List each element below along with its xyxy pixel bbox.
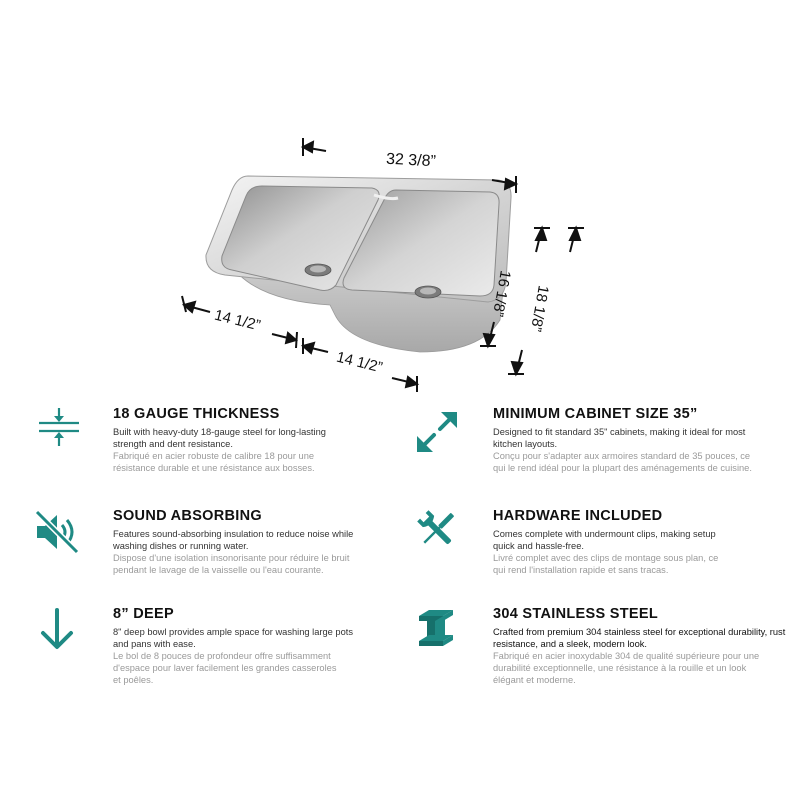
- feature-description-en: 8" deep bowl provides ample space for washing large pots and pans with ease.: [113, 627, 353, 649]
- feature-8-deep: [113, 606, 443, 686]
- right-drain: [415, 286, 441, 298]
- feature-description-fr: Dispose d'une isolation insonorisante pour réduire le bruit pendant le lavage de la vaisselle ou l'eau courante.: [113, 553, 350, 575]
- left-bowl-width-label: 14 1/2”: [212, 306, 263, 335]
- feature-title: MINIMUM CABINET SIZE 35”: [493, 406, 698, 422]
- feature-title: 8” DEEP: [113, 606, 174, 622]
- feature-description-fr: Fabriqué en acier inoxydable 304 de qualité supérieure pour une durabilité exceptionnelle, une résistance à la rouille et un look élégant et moderne.: [493, 651, 760, 685]
- feature-description-fr: Conçu pour s'adapter aux armoires standard de 35 pouces, ce qui le rend idéal pour la plupart des aménagements de cuisine.: [493, 451, 752, 473]
- feature-sound-absorbing: [113, 508, 443, 576]
- left-drain: [305, 264, 331, 276]
- feature-title: HARDWARE INCLUDED: [493, 508, 663, 524]
- expand-arrows-icon: [413, 408, 461, 456]
- feature-cabinet-size: [493, 406, 800, 474]
- feature-title: 304 STAINLESS STEEL: [493, 606, 658, 622]
- tools-icon: [413, 506, 461, 554]
- feature-description-en: Features sound-absorbing insulation to reduce noise while washing dishes or running water.: [113, 529, 354, 551]
- feature-gauge-thickness: [113, 406, 443, 474]
- feature-title: SOUND ABSORBING: [113, 508, 262, 524]
- feature-description-fr: Livré complet avec des clips de montage sous plan, ce qui rend l'installation rapide et sans tracas.: [493, 553, 719, 575]
- feature-description-en: Designed to fit standard 35" cabinets, making it ideal for most kitchen layouts.: [493, 427, 746, 449]
- feature-stainless-steel: [493, 606, 800, 686]
- total-width-label: 32 3/8”: [385, 150, 437, 171]
- arrow-down-icon: [33, 606, 81, 654]
- feature-description-fr: Fabriqué en acier robuste de calibre 18 pour une résistance durable et une résistance aux bosses.: [113, 451, 315, 473]
- inner-depth-label: 16 1/8”: [488, 269, 514, 318]
- right-bowl-width-label: 14 1/2”: [334, 348, 385, 377]
- sink-diagram: [0, 0, 800, 395]
- feature-hardware-included: [493, 508, 800, 576]
- feature-description-en: Comes complete with undermount clips, making setup quick and hassle-free.: [493, 529, 716, 551]
- feature-description-en: Crafted from premium 304 stainless steel for exceptional durability, rust resistance, and a sleek, modern look.: [493, 627, 786, 649]
- outer-depth-label: 18 1/8”: [526, 284, 552, 333]
- feature-description-fr: Le bol de 8 pouces de profondeur offre suffisamment d'espace pour laver facilement les grandes casseroles et poêles.: [113, 651, 337, 685]
- gauge-thickness-icon: [35, 406, 83, 454]
- feature-title: 18 GAUGE THICKNESS: [113, 406, 280, 422]
- steel-beam-icon: [413, 606, 461, 654]
- feature-description-en: Built with heavy-duty 18-gauge steel for long-lasting strength and dent resistance.: [113, 427, 326, 449]
- sink-image: [0, 0, 800, 395]
- sound-muted-icon: [33, 508, 81, 556]
